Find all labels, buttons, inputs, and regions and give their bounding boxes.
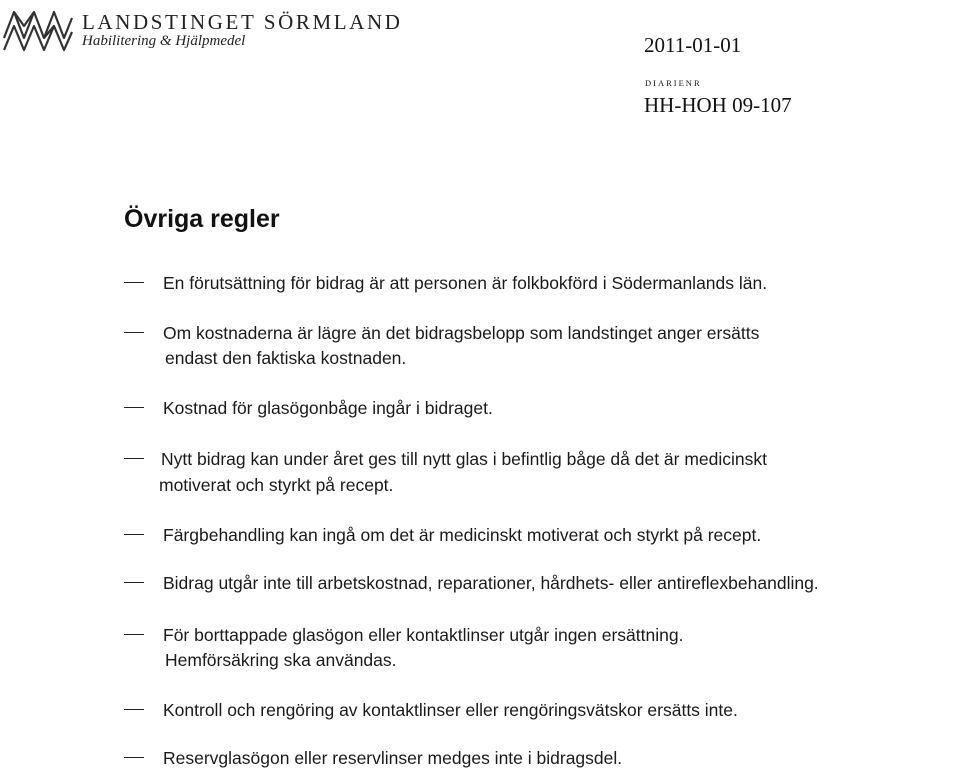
rule-text-line: En förutsättning för bidrag är att personen är folkbokförd i Södermanlands län. — [163, 273, 768, 293]
rule-text-line: Om kostnaderna är lägre än det bidragsbelopp som landstinget anger ersätts — [163, 323, 760, 343]
section-heading: Övriga regler — [124, 205, 280, 233]
document-date: 2011-01-01 — [644, 33, 742, 57]
diarienr-label: DIARIENR — [645, 78, 702, 88]
dash-bullet — [124, 757, 144, 758]
rule-text-line: motiverat och styrkt på recept. — [159, 475, 394, 495]
rule-text-line: endast den faktiska kostnaden. — [165, 348, 407, 368]
diarienr-value: HH-HOH 09-107 — [644, 93, 792, 117]
unit-name: Habilitering & Hjälpmedel — [82, 33, 246, 49]
dash-bullet — [124, 407, 144, 408]
dash-bullet — [124, 634, 144, 635]
dash-bullet — [124, 709, 144, 710]
dash-bullet — [124, 582, 144, 583]
rule-text-line: Hemförsäkring ska användas. — [165, 650, 397, 670]
dash-bullet — [124, 534, 144, 535]
dash-bullet — [124, 332, 144, 333]
rule-text-line: Reservglasögon eller reservlinser medges inte i bidragsdel. — [163, 748, 623, 768]
dash-bullet — [124, 458, 144, 459]
rule-text-line: Kostnad för glasögonbåge ingår i bidraget. — [163, 398, 493, 418]
rule-text-line: Kontroll och rengöring av kontaktlinser eller rengöringsvätskor ersätts inte. — [163, 700, 738, 720]
organization-name: LANDSTINGET SÖRMLAND — [82, 10, 403, 34]
rule-text-line: För borttappade glasögon eller kontaktlinser utgår ingen ersättning. — [163, 625, 684, 645]
dash-bullet — [124, 282, 144, 283]
landsting-emblem-icon — [2, 2, 76, 54]
rule-text-line: Färgbehandling kan ingå om det är medicinskt motiverat och styrkt på recept. — [163, 525, 762, 545]
rule-text-line: Nytt bidrag kan under året ges till nytt glas i befintlig båge då det är medicinskt — [161, 449, 768, 469]
organization-logo — [2, 2, 403, 54]
rule-text-line: Bidrag utgår inte till arbetskostnad, reparationer, hårdhets- eller antireflexbehandling. — [163, 573, 819, 593]
